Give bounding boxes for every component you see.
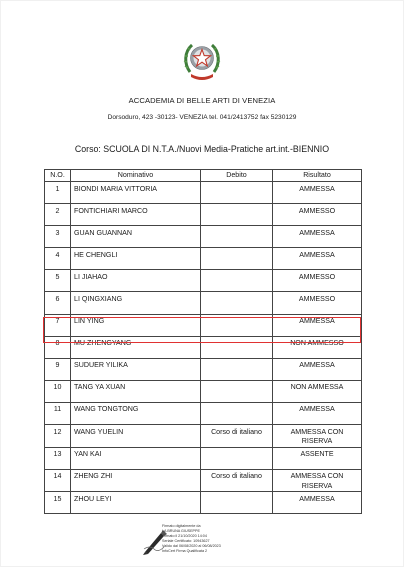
- cell-debito: [201, 204, 273, 226]
- table-row: [45, 248, 362, 270]
- table-row: [45, 182, 362, 204]
- cell-number: 2: [45, 204, 71, 226]
- cell-debito: [201, 226, 273, 248]
- cell-name: LI JIAHAO: [71, 270, 201, 292]
- cell-risultato: AMMESSA: [273, 248, 362, 270]
- cell-debito: [201, 358, 273, 380]
- signature-line: Seriale Certificato: 10943627: [162, 539, 210, 543]
- institution-address: Dorsoduro, 423 -30123- VENEZIA tel. 041/2413752 fax 5230129: [107, 114, 297, 121]
- cell-number: 1: [45, 182, 71, 204]
- column-header-debito: Debito: [201, 170, 273, 182]
- cell-debito: Corso di italiano: [201, 469, 273, 492]
- cell-debito: [201, 182, 273, 204]
- institution-name: ACCADEMIA DI BELLE ARTI DI VENEZIA: [128, 96, 276, 105]
- cell-name: TANG YA XUAN: [71, 380, 201, 402]
- cell-number: 13: [45, 447, 71, 469]
- cell-name: WANG TONGTONG: [71, 402, 201, 424]
- cell-debito: [201, 336, 273, 358]
- table-row: [45, 226, 362, 248]
- cell-debito: [201, 314, 273, 336]
- cell-risultato: AMMESSO: [273, 204, 362, 226]
- table-row: [45, 380, 362, 402]
- cell-debito: [201, 380, 273, 402]
- cell-risultato: AMMESSA: [273, 492, 362, 514]
- cell-risultato: NON AMMESSO: [273, 336, 362, 358]
- cell-name: MU ZHENGYANG: [71, 336, 201, 358]
- cell-number: 6: [45, 292, 71, 314]
- cell-number: 11: [45, 402, 71, 424]
- cell-name: GUAN GUANNAN: [71, 226, 201, 248]
- cell-debito: [201, 402, 273, 424]
- cell-number: 10: [45, 380, 71, 402]
- cell-name: BIONDI MARIA VITTORIA: [71, 182, 201, 204]
- table-row: [45, 204, 362, 226]
- cell-debito: [201, 248, 273, 270]
- cell-number: 4: [45, 248, 71, 270]
- cell-debito: [201, 292, 273, 314]
- table-row: [45, 492, 362, 514]
- table-row: [45, 469, 362, 492]
- cell-name: SUDUER YILIKA: [71, 358, 201, 380]
- cell-risultato: AMMESSA: [273, 314, 362, 336]
- results-table: [44, 169, 362, 514]
- cell-name: FONTICHIARI MARCO: [71, 204, 201, 226]
- cell-risultato: AMMESSO: [273, 270, 362, 292]
- table-row: [45, 402, 362, 424]
- digital-signature: [142, 524, 272, 560]
- signature-line: Valido dal 06/08/2020 al 06/08/2023: [162, 544, 221, 548]
- cell-debito: Corso di italiano: [201, 425, 273, 448]
- cell-number: 8: [45, 336, 71, 358]
- column-header-number: N.O.: [45, 170, 71, 182]
- cell-number: 14: [45, 469, 71, 492]
- cell-name: YAN KAI: [71, 447, 201, 469]
- signature-line: Firmato il 21/10/2020 14:04: [162, 534, 207, 538]
- table-header-row: [45, 170, 362, 182]
- table-row: [45, 270, 362, 292]
- cell-name: ZHOU LEYI: [71, 492, 201, 514]
- cell-number: 15: [45, 492, 71, 514]
- cell-name: ZHENG ZHI: [71, 469, 201, 492]
- cell-name: WANG YUELIN: [71, 425, 201, 448]
- course-title: Corso: SCUOLA DI N.T.A./Nuovi Media-Pratiche art.int.-BIENNIO: [74, 144, 330, 154]
- signature-text: [162, 524, 221, 554]
- table-row: [45, 425, 362, 448]
- cell-risultato: ASSENTE: [273, 447, 362, 469]
- cell-name: HE CHENGLI: [71, 248, 201, 270]
- cell-name: LIN YING: [71, 314, 201, 336]
- cell-risultato: AMMESSA: [273, 226, 362, 248]
- cell-risultato: AMMESSA: [273, 358, 362, 380]
- cell-risultato: AMMESSA CON RISERVA: [273, 469, 362, 492]
- cell-number: 5: [45, 270, 71, 292]
- cell-debito: [201, 270, 273, 292]
- cell-risultato: NON AMMESSA: [273, 380, 362, 402]
- table-row: [45, 358, 362, 380]
- cell-number: 3: [45, 226, 71, 248]
- table-row: [45, 447, 362, 469]
- italian-republic-emblem-icon: [182, 38, 222, 82]
- cell-debito: [201, 492, 273, 514]
- cell-number: 12: [45, 425, 71, 448]
- signature-line: Firmato digitalmente da: [162, 524, 201, 528]
- cell-risultato: AMMESSA CON RISERVA: [273, 425, 362, 448]
- cell-risultato: AMMESSO: [273, 292, 362, 314]
- column-header-name: Nominativo: [71, 170, 201, 182]
- cell-risultato: AMMESSA: [273, 182, 362, 204]
- table-row: [45, 314, 362, 336]
- cell-number: 9: [45, 358, 71, 380]
- cell-risultato: AMMESSA: [273, 402, 362, 424]
- table-row: [45, 292, 362, 314]
- column-header-risultato: Risultato: [273, 170, 362, 182]
- cell-number: 7: [45, 314, 71, 336]
- signature-line: LA BRUNA GIUSEPPE: [162, 529, 200, 533]
- table-row: [45, 336, 362, 358]
- signature-line: InfoCert Firma Qualificata 2: [162, 549, 208, 553]
- cell-debito: [201, 447, 273, 469]
- cell-name: LI QINGXIANG: [71, 292, 201, 314]
